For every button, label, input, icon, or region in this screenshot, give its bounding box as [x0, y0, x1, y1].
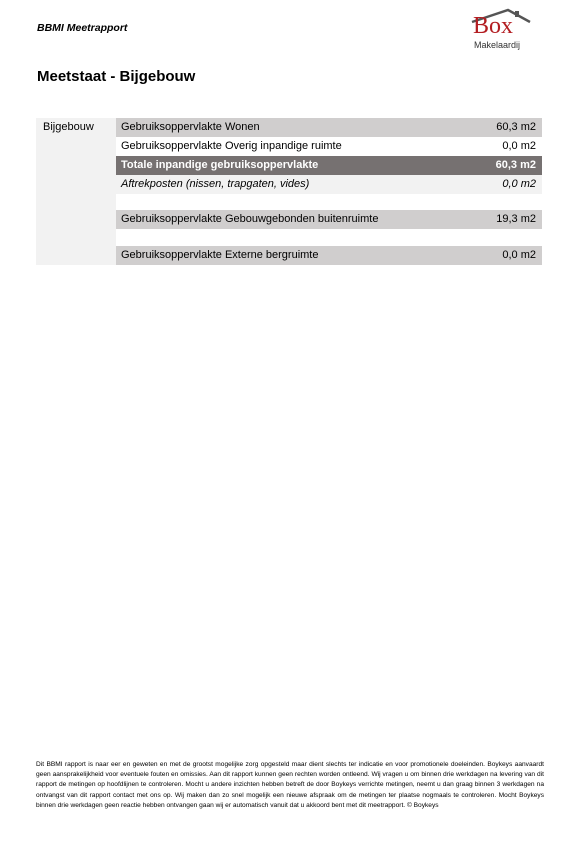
row-value: 60,3 m2: [495, 159, 536, 171]
brand-logo: [468, 8, 532, 54]
row-value: 19,3 m2: [496, 213, 536, 225]
measurement-row-buitenruimte: [116, 210, 542, 229]
row-label: Aftrekposten (nissen, trapgaten, vides): [121, 178, 310, 190]
logo-wordmark: Box: [473, 13, 514, 39]
row-value: 0,0 m2: [502, 249, 536, 261]
logo-subtitle: Makelaardij: [474, 40, 521, 50]
row-value: 0,0 m2: [502, 178, 536, 190]
row-value: 60,3 m2: [496, 121, 536, 133]
measurement-row-overig: [116, 137, 542, 156]
measurement-row-wonen: [116, 118, 542, 137]
measurement-row-aftrekposten: [116, 175, 542, 194]
row-label: Gebruiksoppervlakte Wonen: [121, 121, 260, 133]
row-label: Gebruiksoppervlakte Overig inpandige ruimte: [121, 140, 342, 152]
header-title: BBMI Meetrapport: [37, 22, 128, 34]
row-label: Gebruiksoppervlakte Externe bergruimte: [121, 249, 319, 261]
page-title: Meetstaat - Bijgebouw: [37, 68, 196, 85]
section-label: Bijgebouw: [43, 121, 94, 133]
disclaimer-footer: Dit BBMI rapport is naar eer en geweten en met de grootst mogelijke zorg opgesteld maar dient slechts ter indicatie en voor promotionele doeleinden. Boykeys aanvaardt geen aansprakelijkheid voor eventuele fouten en omissies. Aan dit rapport kunnen geen rechten worden ontleend. Wij vragen u om binnen drie werkdagen na levering van dit rapport de metingen op hoofdlijnen te controleren. Mocht u andere inzichten hebben betreft de door Boykeys verrichte metingen, neemt u dan graag binnen 3 werkdagen na ontvangst van dit rapport contact met ons op. Wij maken dan zo snel mogelijk een nieuwe afspraak om de metingen ter plaatse nogmaals te controleren. Mocht Boykeys binnen drie werkdagen geen reactie hebben ontvangen gaan wij er automatisch vanuit dat u akkoord bent met dit meetrapport. © Boykeys: [36, 761, 544, 809]
row-label: Gebruiksoppervlakte Gebouwgebonden buitenruimte: [121, 213, 379, 225]
measurement-row-bergruimte: [116, 246, 542, 265]
row-label: Totale inpandige gebruiksoppervlakte: [121, 159, 319, 171]
measurement-row-totaal: [116, 156, 542, 175]
section-label-cell: [36, 118, 116, 265]
row-value: 0,0 m2: [502, 140, 536, 152]
